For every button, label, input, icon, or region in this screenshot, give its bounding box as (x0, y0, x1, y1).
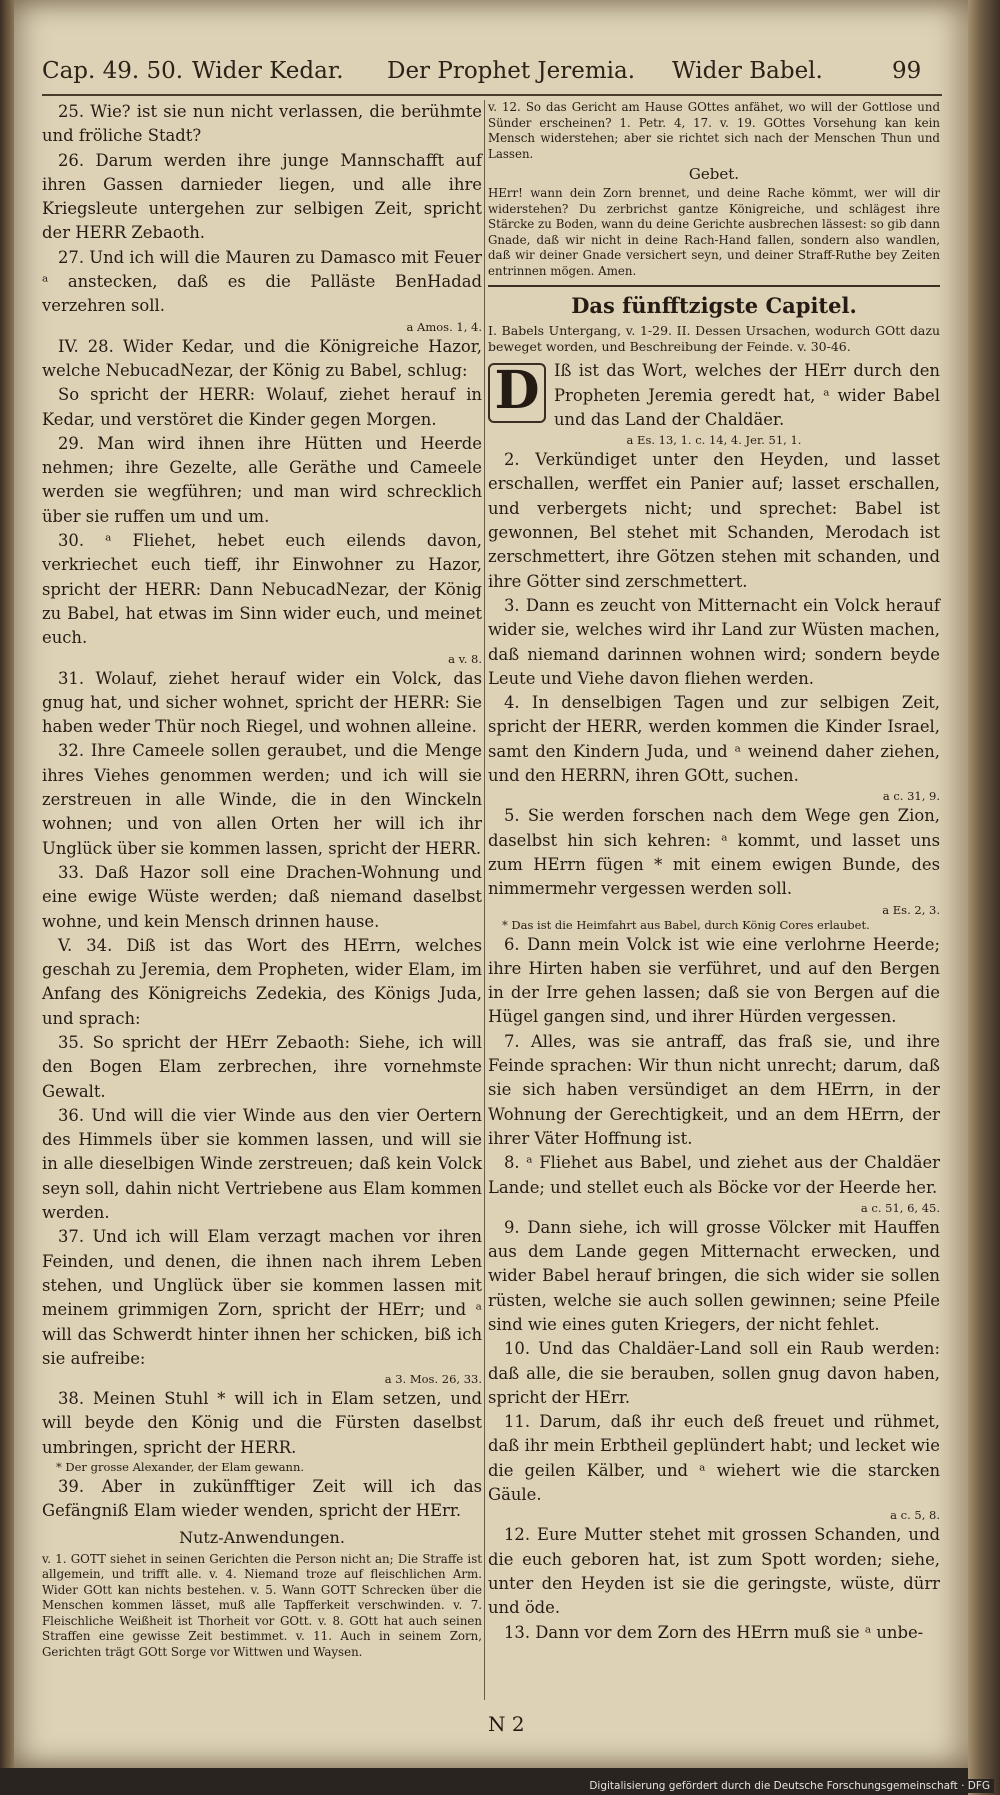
verse: 29. Man wird ihnen ihre Hütten und Heerde nehmen; ihre Gezelte, alle Geräthe und Cameele werden sie wegführen; und man wird schrecklich über sie ruffen um und um. (42, 433, 482, 526)
verse: 35. So spricht der HErr Zebaoth: Siehe, ich will den Bogen Elam zerbrechen, ihre vornehmste Gewalt. (42, 1032, 482, 1101)
verse: 8. ᵃ Fliehet aus Babel, und ziehet aus der Chaldäer Lande; und stellet euch als Böcke vor der Heerde her. (488, 1153, 940, 1197)
footnote: a Amos. 1, 4. (406, 319, 482, 334)
left-column (42, 100, 482, 1660)
verse: 32. Ihre Cameele sollen geraubet, und die Menge ihres Viehes genommen werden; und ich will sie zerstreuen in alle Winde, die in den Winckeln wohnen; und von allen Orten her will ich ihr Unglück über sie kommen lassen, spricht der HERR. (42, 741, 482, 858)
right-verses (488, 359, 940, 1645)
header-center-title: Der Prophet Jeremia. (387, 58, 636, 84)
verse: 26. Darum werden ihre junge Mannschafft auf ihren Gassen darnieder liegen, und alle ihre Kriegsleute untergehen zur selbigen Zeit, spricht der HERR Zebaoth. (42, 150, 482, 243)
right-column (488, 100, 940, 1645)
verse: 3. Dann es zeucht von Mitternacht ein Volck herauf wider sie, welches wird ihr Land zur Wüsten machen, daß niemand darinnen wohnen wird; sondern beyde Leute und Viehe davon fliehen werden. (488, 595, 940, 688)
chapter-title: Das fünfftzigste Capitel. (488, 285, 940, 321)
nutz-title: Nutz-Anwendungen. (179, 1527, 345, 1547)
page-number: 99 (892, 58, 922, 84)
verse: 39. Aber in zukünfftiger Zeit will ich das Gefängniß Elam wieder wenden, spricht der HErr. (42, 1477, 482, 1521)
footnote: a 3. Mos. 26, 33. (384, 1372, 482, 1387)
verse: IV. 28. Wider Kedar, und die Königreiche Hazor, welche NebucadNezar, der König zu Babel, schlug: (42, 336, 482, 380)
verse: 25. Wie? ist sie nun nicht verlassen, die berühmte und fröliche Stadt? (42, 102, 482, 146)
verse: 9. Dann siehe, ich will grosse Völcker mit Hauffen aus dem Lande gegen Mitternacht erwecken, und wider Babel herauf bringen, die sich wider sie sollen rüsten, welche sie auch sollen gewinnen; seine Pfeile sind wie eines guten Kriegers, der nicht fehlet. (488, 1217, 940, 1334)
verse: 4. In denselbigen Tagen und zur selbigen Zeit, spricht der HERR, werden kommen die Kinder Israel, samt den Kindern Juda, und ᵃ weinend daher ziehen, und den HERRN, ihren GOtt, suchen. (488, 693, 940, 786)
verse: 7. Alles, was sie antraff, das fraß sie, und ihre Feinde sprachen: Wir thun nicht unrecht; darum, daß sie sich haben versündiget an dem HErrn, in der Wohnung der Gerechtigkeit, und an dem HErrn, der ihrer Väter Hoffnung ist. (488, 1031, 940, 1148)
verse: 36. Und will die vier Winde aus den vier Oertern des Himmels über sie kommen lassen, und will sie in alle dieselbigen Winde zerstreuen; daß kein Volck seyn soll, dahin nicht Vertriebene aus Elam kommen werden. (42, 1105, 482, 1223)
prayer-text: HErr! wann dein Zorn brennet, und deine Rache kömmt, wer will dir widerstehen? Du zerbrichst gantze Königreiche, und schlägest ihre Stärcke zu Boden, wann du deine Gerichte ausbrechen lässest: so gib dann Gnade, daß wir nicht in deine Rach-Hand fallen, sondern also wandlen, daß wir deiner Gnade versichert seyn, und deiner Straff-Ruthe bey Zeiten entrinnen mögen. Amen. (488, 186, 940, 278)
footnote: * Der grosse Alexander, der Elam gewann. (56, 1460, 305, 1475)
verse: Iß ist das Wort, welches der HErr durch den Propheten Jeremia geredt hat, ᵃ wider Babel und das Land der Chaldäer. (554, 361, 940, 429)
page-binding (0, 0, 14, 1768)
right-intro-text: v. 12. So das Gericht am Hause GOttes anfähet, wo will der Gottlose und Sünder erscheinen? 1. Petr. 4, 17. v. 19. GOttes Vorsehung kan kein Mensch widerstehen; aber sie richtet sich nach der Menschen Thun und Lassen. (488, 100, 940, 161)
signature-mark: N 2 (488, 1712, 525, 1736)
verse: 38. Meinen Stuhl * will ich in Elam setzen, und will beyde den König und die Fürsten daselbst umbringen, spricht der HERR. (42, 1389, 482, 1457)
footnote: a c. 31, 9. (882, 789, 940, 804)
verse: 5. Sie werden forschen nach dem Wege gen Zion, daselbst hin sich kehren: ᵃ kommt, und lasset uns zum HErrn fügen * mit einem ewigen Bunde, des nimmermehr vergessen werden soll. (488, 806, 940, 899)
prayer-title: Gebet. (688, 165, 740, 183)
verse: 12. Eure Mutter stehet mit grossen Schanden, und die euch geboren hat, ist zum Spott worden; siehe, unter den Heyden ist sie die geringste, wüste, dürr und öde. (488, 1525, 940, 1618)
header-rule (42, 94, 942, 96)
footer-credit: Digitalisierung gefördert durch die Deutsche Forschungsgemeinschaft · DFG (585, 1779, 994, 1793)
verse: 10. Und das Chaldäer-Land soll ein Raub werden: daß alle, die sie berauben, sollen gnug davon haben, spricht der HErr. (488, 1339, 940, 1407)
header-chapter-ref: Cap. 49. 50. (42, 58, 184, 84)
page-edge (968, 0, 1000, 1795)
footnote: a c. 5, 8. (890, 1508, 940, 1523)
footnote: a v. 8. (448, 651, 482, 666)
verse: 31. Wolauf, ziehet herauf wider ein Volck, das gnug hat, und sicher wohnet, spricht der HERR: Sie haben weder Thür noch Riegel, und wohnen alleine. (42, 668, 482, 737)
verse: 13. Dann vor dem Zorn des HErrn muß sie ᵃ unbe- (504, 1622, 924, 1642)
footnote: * Das ist die Heimfahrt aus Babel, durch König Cores erlaubet. (502, 917, 870, 932)
verse: 2. Verkündiget unter den Heyden, und lasset erschallen, werffet ein Panier auf; lasset erschallen, und verbergets nicht; und sprechet: Babel ist gewonnen, Bel stehet mit Schanden, Merodach ist zerschmettert, ihre Götzen stehen mit schanden, und ihre Götter sind zerschmettert. (488, 450, 940, 591)
running-header (42, 58, 942, 98)
verse: 37. Und ich will Elam verzagt machen vor ihren Feinden, und denen, die ihnen nach ihrem Leben stehen, und Unglück über sie kommen lassen mit meinem grimmigen Zorn, spricht der HErr; und ᵃ will das Schwerdt hinter ihnen her schicken, biß ich sie aufreibe: (42, 1227, 482, 1368)
footnote: a c. 51, 6, 45. (860, 1200, 940, 1215)
header-right-title: Wider Babel. (672, 58, 823, 84)
verse: 27. Und ich will die Mauren zu Damasco mit Feuer ᵃ anstecken, daß es die Palläste BenHadad verzehren soll. (42, 247, 482, 316)
verse: 33. Daß Hazor soll eine Drachen-Wohnung und eine ewige Wüste werden; daß niemand daselbst wohne, und kein Mensch drinnen hause. (42, 862, 482, 931)
left-verses (42, 100, 482, 1524)
header-left-title: Wider Kedar. (192, 58, 344, 84)
footnote: a Es. 13, 1. c. 14, 4. Jer. 51, 1. (626, 433, 802, 448)
footnote: a Es. 2, 3. (882, 902, 940, 917)
chapter-summary: I. Babels Untergang, v. 1-29. II. Dessen Ursachen, wodurch GOtt dazu beweget worden, und Beschreibung der Feinde. v. 30-46. (488, 323, 940, 355)
column-divider (484, 100, 485, 1700)
verse: So spricht der HERR: Wolauf, ziehet herauf in Kedar, und verstöret die Kinder gegen Morgen. (42, 385, 482, 429)
nutz-text: v. 1. GOTT siehet in seinen Gerichten die Person nicht an; Die Straffe ist allgemein, und trifft alle. v. 4. Niemand troze auf fleischlichen Arm. Wider GOtt kan nichts bestehen. v. 5. Wann GOTT Schrecken über die Menschen kommen lässet, muß alle Tapfferkeit verschwinden. v. 7. Fleischliche Weißheit ist Thorheit vor GOtt. v. 8. GOtt hat auch seinen Straffen eine gewisse Zeit bestimmet. v. 11. Auch in seinem Zorn, Gerichten trägt GOtt Sorge vor Wittwen und Waysen. (42, 1551, 482, 1659)
verse: V. 34. Diß ist das Wort des HErrn, welches geschah zu Jeremia, dem Propheten, wider Elam, im Anfang des Königreichs Zedekia, des Königs Juda, und sprach: (42, 935, 482, 1028)
verse: 30. ᵃ Fliehet, hebet euch eilends davon, verkriechet euch tieff, ihr Einwohner zu Hazor, spricht der HERR: Dann NebucadNezar, der König zu Babel, hat etwas im Sinn wider euch, und meinet euch. (42, 531, 482, 648)
decorated-initial: D (488, 363, 546, 423)
verse: 6. Dann mein Volck ist wie eine verlohrne Heerde; ihre Hirten haben sie verführet, und auf den Bergen in der Irre gehen lassen; daß sie von Bergen auf die Hügel gangen sind, und ihrer Hürden vergessen. (488, 934, 940, 1027)
verse: 11. Darum, daß ihr euch deß freuet und rühmet, daß ihr mein Erbtheil geplündert habt; und lecket wie die geilen Kälber, und ᵃ wiehert wie die starcken Gäule. (488, 1412, 940, 1505)
